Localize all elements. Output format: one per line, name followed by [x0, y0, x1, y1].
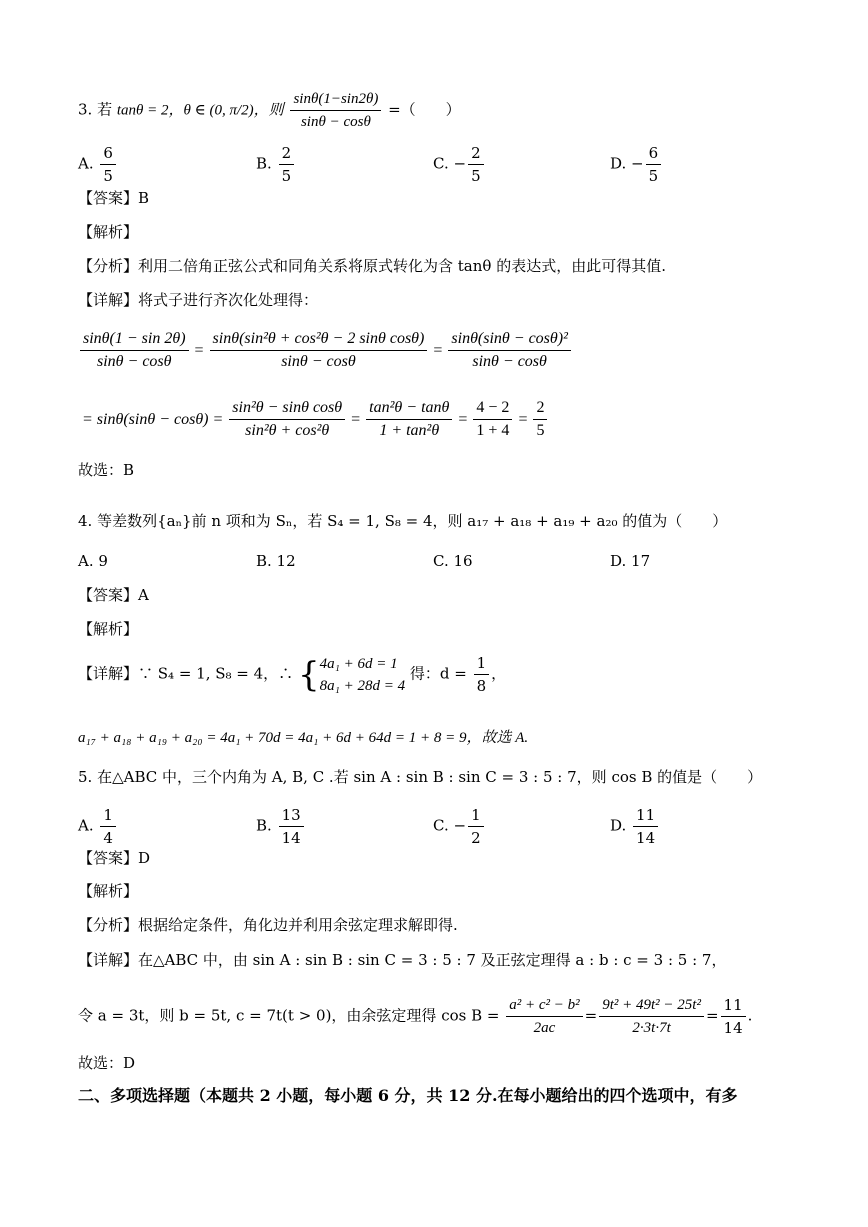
q3-fenxi: 【分析】利用二倍角正弦公式和同角关系将原式转化为含 tanθ 的表达式，由此可得其值. — [78, 257, 666, 275]
section-2-heading: 二、多项选择题（本题共 2 小题，每小题 6 分，共 12 分.在每小题给出的四个选项中，有多 — [78, 1086, 738, 1105]
q5-fenxi: 【分析】根据给定条件，角化边并利用余弦定理求解即得. — [78, 916, 458, 934]
q4-option-a: A. 9 — [78, 552, 108, 570]
q4-option-d: D. 17 — [610, 552, 651, 570]
q3-analysis-heading: 【解析】 — [78, 223, 139, 241]
q5-option-a: A. $\frac{1}{4}$ — [78, 804, 118, 849]
q4-option-c: C. 16 — [433, 552, 473, 570]
q4-analysis-heading: 【解析】 — [78, 620, 139, 638]
q5-analysis-heading: 【解析】 — [78, 882, 139, 900]
q3-option-c: C. − $\frac{2}{5}$ — [433, 142, 486, 187]
q4-answer: 【答案】A — [78, 586, 149, 604]
q4-xiangjie: 【详解】∵ S₄ = 1, S₈ = 4，∴ { 4a₁ + 6d = 1 8a₁ + 28d = 4 得：d = $\frac{1}{8}$ ， — [78, 654, 507, 695]
q3-option-d: D. − $\frac{6}{5}$ — [610, 142, 663, 187]
q3-stem-fraction: $\frac{\sin\theta(1-\sin 2\theta)}{\sin\theta - \cos\theta}$ — [290, 88, 381, 133]
q3-option-a: A. $\frac{6}{5}$ — [78, 142, 118, 187]
q3-choose: 故选：B — [78, 461, 135, 479]
q4-stem: 4. 等差数列{aₙ}前 n 项和为 Sₙ，若 S₄ = 1, S₈ = 4，则 a₁₇ + a₁₈ + a₁₉ + a₂₀ 的值为（ ） — [78, 512, 728, 530]
q5-stem: 5. 在△ABC 中，三个内角为 A, B, C .若 sin A : sin B : sin C = 3 : 5 : 7，则 cos B 的值是（ ） — [78, 768, 763, 786]
q5-xiangjie: 【详解】在△ABC 中，由 sin A : sin B : sin C = 3 : 5 : 7 及正弦定理得 a : b : c = 3 : 5 : 7， — [78, 951, 727, 969]
q3-option-b: B. $\frac{2}{5}$ — [256, 142, 296, 187]
q3-stem: 3. 若 tanθ = 2，θ ∈ (0, π/2)，则 $\frac{\sin\theta(1-\sin 2\theta)}{\sin\theta - \cos\theta}$ =（ ） — [78, 88, 461, 133]
q4-conclusion: a₁₇ + a₁₈ + a₁₉ + a₂₀ = 4a₁ + 70d = 4a₁ + 6d + 64d = 1 + 8 = 9，故选 A. — [78, 730, 529, 746]
q5-answer: 【答案】D — [78, 849, 151, 867]
q3-equation-2: = sinθ(sinθ − cosθ) = $\frac{\text{sin²θ − sinθ cosθ}}{\text{sin²θ + cos²θ}}$ = $\frac{\text{tan²θ − tanθ}}{\text{1 + tan²θ}}$ = $\frac{4 - 2}{1 + 4}$ = $\frac{2}{5}$ — [78, 397, 549, 442]
q5-option-b: B. $\frac{13}{14}$ — [256, 804, 306, 849]
q5-choose: 故选：D — [78, 1054, 136, 1072]
q5-option-d: D. $\frac{11}{14}$ — [610, 804, 660, 849]
q4-option-b: B. 12 — [256, 552, 296, 570]
q5-option-c: C. − $\frac{1}{2}$ — [433, 804, 486, 849]
q3-answer: 【答案】B — [78, 189, 150, 207]
q5-cosine-law: 令 a = 3t，则 b = 5t, c = 7t(t > 0)，由余弦定理得 cos B = $\frac{\text{a² + c² − b²}}{2ac}$ = $\frac{\text{9t² + 49t² − 25t²}}{2\cdot 3t\cdot 7t}$ = $\frac{11}{14}$ . — [78, 996, 753, 1037]
q3-xiangjie: 【详解】将式子进行齐次化处理得： — [78, 291, 319, 309]
q3-equation-1: $\frac{\sin\theta(1 - \sin 2\theta)}{\sin\theta - \cos\theta}$ = $\frac{\text{sinθ(sin²θ + cos²θ − 2 sinθ cosθ)}}{\sin\theta - \cos\theta}$ = $\frac{\text{sinθ(sinθ − cosθ)²}}{\sin\theta - \cos\theta}$ — [78, 328, 573, 373]
